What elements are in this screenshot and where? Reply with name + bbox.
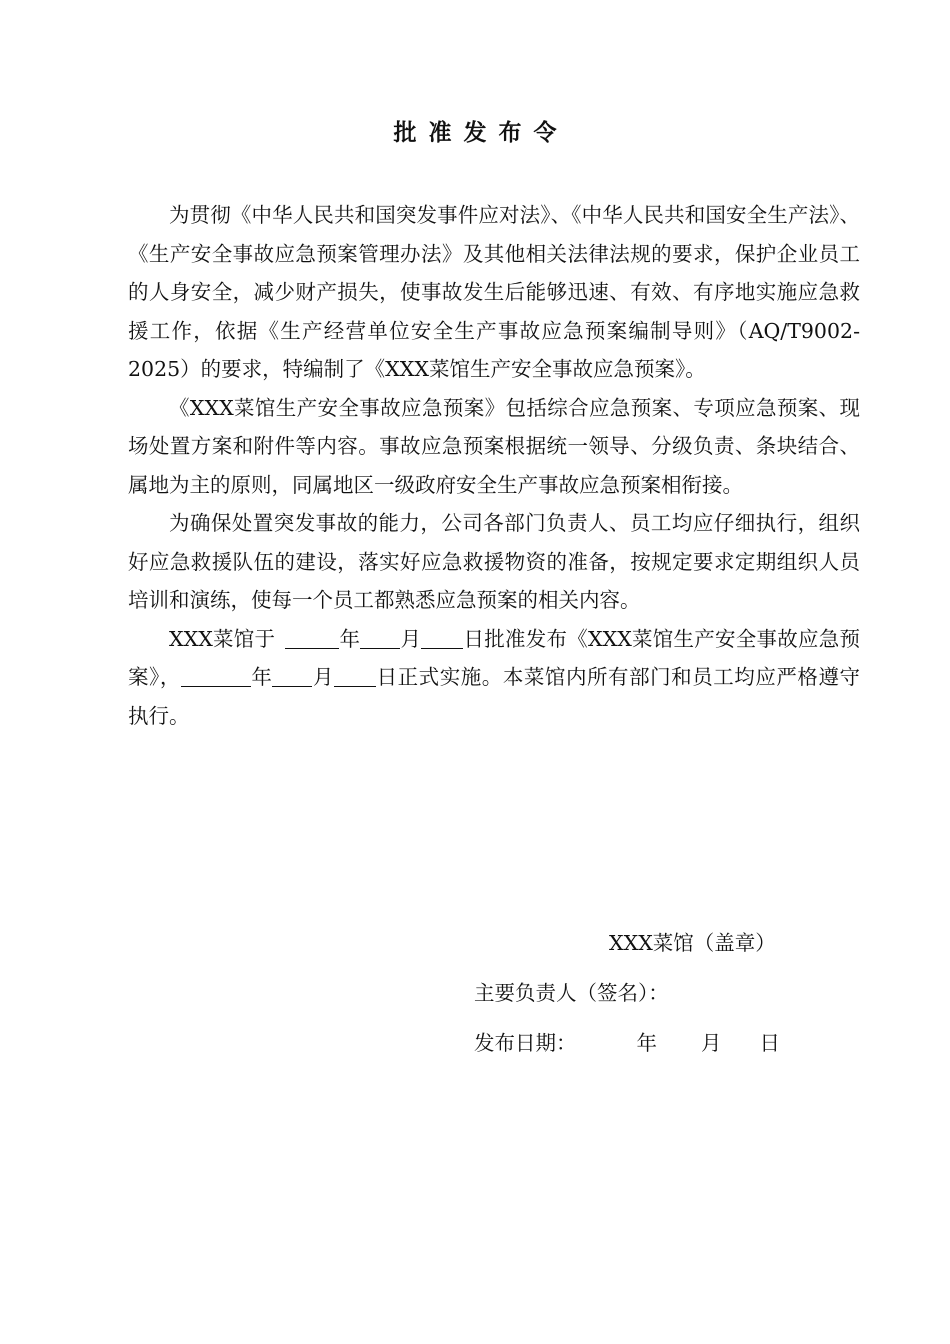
- approval-year-blank: [285, 627, 339, 649]
- release-date-label: 发布日期：: [474, 1031, 577, 1055]
- paragraph-2: 《XXX菜馆生产安全事故应急预案》包括综合应急预案、专项应急预案、现场处置方案和附件等内容。事故应急预案根据统一领导、分级负责、条块结合、属地为主的原则，同属地区一级政府安全生产事故应急预案相衔接。: [128, 395, 860, 497]
- seal-line: XXX菜馆（盖章）: [609, 931, 776, 955]
- approval-lead: XXX菜馆于: [169, 626, 276, 651]
- approval-year-label: 年: [339, 626, 361, 651]
- approval-month-label: 月: [400, 626, 422, 651]
- approval-month-blank: [360, 627, 400, 649]
- release-date-line: [474, 1026, 780, 1056]
- paragraph-3: 为确保处置突发事故的能力，公司各部门负责人、员工均应仔细执行，组织好应急救援队伍的建设，落实好应急救援物资的准备，按规定要求定期组织人员培训和演练，使每一个员工都熟悉应急预案的相关内容。: [128, 511, 860, 612]
- effective-month-label: 月: [312, 665, 335, 689]
- approval-day-text: 日批准发布《XXX菜馆生产安全事故应急预案》，: [128, 626, 860, 689]
- release-day-label: 日: [759, 1031, 780, 1055]
- page-title: 批准发布令: [393, 120, 569, 146]
- effective-tail-text: 日正式实施。本菜馆内所有部门和员工均应严格遵守执行。: [128, 665, 861, 728]
- effective-month-blank: [272, 666, 312, 688]
- effective-year-label: 年: [250, 665, 273, 689]
- approval-day-blank: [421, 627, 463, 649]
- release-month-label: 月: [701, 1031, 722, 1055]
- responsible-signature-line: 主要负责人（签名）：: [474, 981, 669, 1005]
- effective-day-blank: [334, 666, 376, 688]
- effective-year-blank: [181, 666, 251, 688]
- document-body: [128, 196, 860, 735]
- paragraph-4: [128, 620, 860, 736]
- paragraph-1: 为贯彻《中华人民共和国突发事件应对法》、《中华人民共和国安全生产法》、《生产安全事故应急预案管理办法》及其他相关法律法规的要求，保护企业员工的人身安全，减少财产损失，使事故发生后能够迅速、有效、有序地实施应急救援工作，依据《生产经营单位安全生产事故应急预案编制导则》（AQ/T9002-2025）的要求，特编制了《XXX菜馆生产安全事故应急预案》。: [128, 203, 860, 381]
- release-year-label: 年: [636, 1031, 657, 1055]
